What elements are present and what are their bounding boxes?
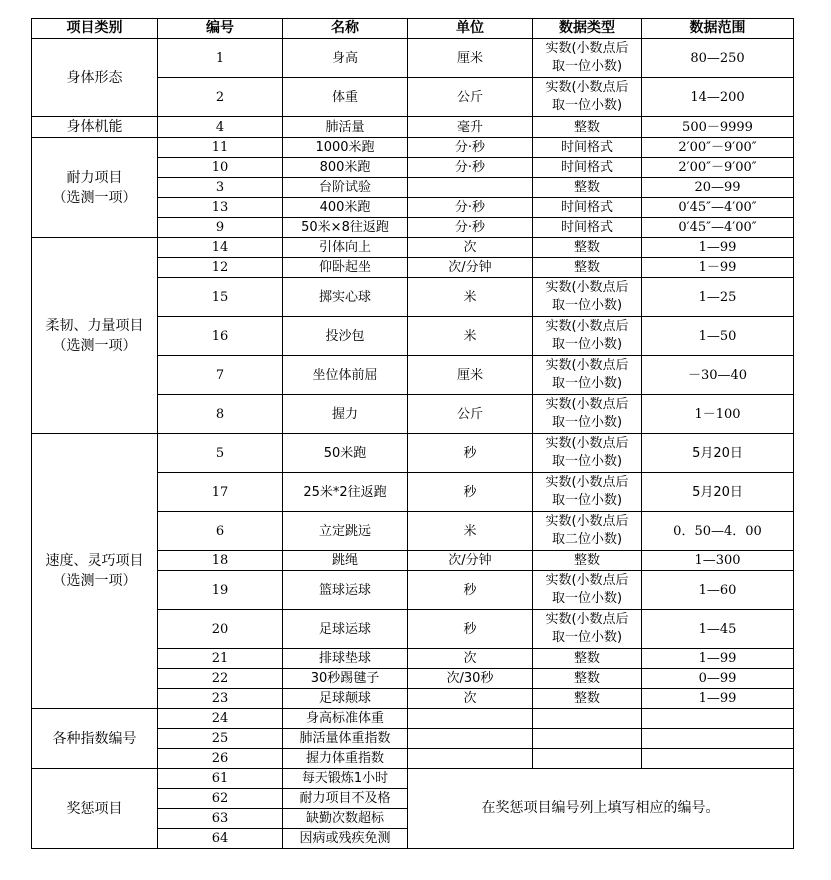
cell-number: 11 [158,138,283,158]
cell-number: 17 [158,473,283,512]
cell-data-range: 2′00″－9′00″ [642,138,794,158]
cell-unit: 秒 [408,571,533,610]
cell-data-range: 1－99 [642,258,794,278]
table-row [32,769,794,789]
cell-name: 50米×8往返跑 [283,218,408,238]
cell-number: 8 [158,395,283,434]
cell-data-type: 实数(小数点后 取一位小数) [533,356,642,395]
cell-number: 62 [158,789,283,809]
cell-data-type: 实数(小数点后 取一位小数) [533,395,642,434]
cell-number: 25 [158,729,283,749]
cell-data-type: 时间格式 [533,218,642,238]
cell-data-range: 80—250 [642,39,794,78]
header-number: 编号 [158,19,283,39]
cell-number: 26 [158,749,283,769]
cell-data-type: 整数 [533,551,642,571]
cell-name: 1000米跑 [283,138,408,158]
cell-unit [408,749,533,769]
cell-data-range: 2′00″－9′00″ [642,158,794,178]
cell-number: 61 [158,769,283,789]
header-unit: 单位 [408,19,533,39]
cell-number: 9 [158,218,283,238]
cell-name: 掷实心球 [283,278,408,317]
cell-unit: 分·秒 [408,198,533,218]
cell-data-type: 整数 [533,117,642,138]
cell-name: 握力体重指数 [283,749,408,769]
cell-data-type: 实数(小数点后 取一位小数) [533,78,642,117]
cell-unit: 次 [408,689,533,709]
cell-data-range [642,709,794,729]
cell-data-range: 1—45 [642,610,794,649]
category-body-function: 身体机能 [32,117,158,138]
table-row [32,138,794,158]
cell-data-range: 0．50—4．00 [642,512,794,551]
cell-unit: 毫升 [408,117,533,138]
cell-name: 30秒踢毽子 [283,669,408,689]
cell-number: 7 [158,356,283,395]
cell-name: 引体向上 [283,238,408,258]
cell-data-type: 实数(小数点后 取一位小数) [533,317,642,356]
cell-unit: 分·秒 [408,158,533,178]
cell-number: 2 [158,78,283,117]
table-row [32,238,794,258]
cell-data-range: 1—99 [642,649,794,669]
cell-data-type: 时间格式 [533,158,642,178]
cell-data-type: 整数 [533,669,642,689]
cell-unit: 次/30秒 [408,669,533,689]
header-category: 项目类别 [32,19,158,39]
cell-number: 4 [158,117,283,138]
cell-data-type: 实数(小数点后 取一位小数) [533,434,642,473]
cell-data-type: 实数(小数点后 取一位小数) [533,278,642,317]
cell-name: 体重 [283,78,408,117]
cell-data-range: －30—40 [642,356,794,395]
cell-name: 400米跑 [283,198,408,218]
cell-number: 14 [158,238,283,258]
cell-name: 台阶试验 [283,178,408,198]
table-row [32,434,794,473]
cell-name: 投沙包 [283,317,408,356]
cell-data-type: 实数(小数点后 取一位小数) [533,571,642,610]
cell-name: 肺活量 [283,117,408,138]
cell-name: 排球垫球 [283,649,408,669]
cell-name: 800米跑 [283,158,408,178]
cell-name: 身高标准体重 [283,709,408,729]
cell-unit: 米 [408,317,533,356]
cell-name: 25米*2往返跑 [283,473,408,512]
cell-unit: 公斤 [408,78,533,117]
cell-data-range: 0′45″—4′00″ [642,198,794,218]
cell-number: 19 [158,571,283,610]
cell-unit: 秒 [408,473,533,512]
cell-data-type [533,709,642,729]
category-indices: 各种指数编号 [32,709,158,769]
reward-note: 在奖惩项目编号列上填写相应的编号。 [408,769,794,849]
cell-data-range: 500－9999 [642,117,794,138]
cell-unit: 分·秒 [408,218,533,238]
cell-unit [408,729,533,749]
table-row [32,117,794,138]
cell-data-range: 1—300 [642,551,794,571]
category-endurance: 耐力项目 （选测一项） [32,138,158,238]
cell-number: 12 [158,258,283,278]
cell-name: 肺活量体重指数 [283,729,408,749]
cell-data-type: 整数 [533,649,642,669]
cell-name: 耐力项目不及格 [283,789,408,809]
cell-unit [408,178,533,198]
category-rewards: 奖惩项目 [32,769,158,849]
cell-number: 24 [158,709,283,729]
cell-unit: 厘米 [408,356,533,395]
cell-number: 63 [158,809,283,829]
cell-data-range: 1－100 [642,395,794,434]
table-row [32,39,794,78]
cell-number: 16 [158,317,283,356]
category-body-form: 身体形态 [32,39,158,117]
cell-data-type: 实数(小数点后 取一位小数) [533,610,642,649]
cell-data-range: 14—200 [642,78,794,117]
category-flex-strength: 柔韧、力量项目 （选测一项） [32,238,158,434]
cell-unit: 分·秒 [408,138,533,158]
cell-name: 足球运球 [283,610,408,649]
cell-data-range: 1—25 [642,278,794,317]
cell-data-range: 20—99 [642,178,794,198]
cell-name: 足球颠球 [283,689,408,709]
cell-name: 50米跑 [283,434,408,473]
cell-name: 仰卧起坐 [283,258,408,278]
cell-unit: 次/分钟 [408,258,533,278]
cell-data-range: 5月20日 [642,473,794,512]
cell-data-range [642,749,794,769]
cell-name: 每天锻炼1小时 [283,769,408,789]
cell-data-type [533,729,642,749]
cell-data-type: 整数 [533,238,642,258]
cell-number: 15 [158,278,283,317]
cell-number: 6 [158,512,283,551]
cell-unit: 米 [408,278,533,317]
cell-name: 篮球运球 [283,571,408,610]
cell-data-type: 时间格式 [533,138,642,158]
cell-data-type: 时间格式 [533,198,642,218]
header-row [32,19,794,39]
data-spec-table [31,18,794,849]
header-name: 名称 [283,19,408,39]
cell-data-type [533,749,642,769]
cell-data-range: 1—60 [642,571,794,610]
cell-data-range [642,729,794,749]
cell-data-range: 1—99 [642,689,794,709]
cell-number: 1 [158,39,283,78]
header-data-range: 数据范围 [642,19,794,39]
cell-name: 坐位体前屈 [283,356,408,395]
cell-number: 23 [158,689,283,709]
cell-number: 21 [158,649,283,669]
cell-unit: 厘米 [408,39,533,78]
cell-name: 跳绳 [283,551,408,571]
cell-unit [408,709,533,729]
cell-number: 13 [158,198,283,218]
cell-name: 因病或残疾免测 [283,829,408,849]
cell-number: 64 [158,829,283,849]
cell-unit: 秒 [408,610,533,649]
cell-name: 身高 [283,39,408,78]
cell-number: 18 [158,551,283,571]
table-row [32,709,794,729]
header-data-type: 数据类型 [533,19,642,39]
cell-unit: 米 [408,512,533,551]
cell-data-range: 1—50 [642,317,794,356]
cell-number: 3 [158,178,283,198]
cell-unit: 次 [408,649,533,669]
cell-data-type: 整数 [533,689,642,709]
cell-data-type: 实数(小数点后 取一位小数) [533,473,642,512]
cell-number: 5 [158,434,283,473]
cell-unit: 公斤 [408,395,533,434]
cell-data-range: 0′45″—4′00″ [642,218,794,238]
cell-name: 立定跳远 [283,512,408,551]
cell-data-type: 实数(小数点后 取二位小数) [533,512,642,551]
cell-unit: 秒 [408,434,533,473]
cell-unit: 次/分钟 [408,551,533,571]
cell-number: 10 [158,158,283,178]
cell-name: 缺勤次数超标 [283,809,408,829]
cell-data-range: 0—99 [642,669,794,689]
cell-data-range: 5月20日 [642,434,794,473]
cell-data-type: 实数(小数点后 取一位小数) [533,39,642,78]
cell-data-range: 1—99 [642,238,794,258]
cell-data-type: 整数 [533,178,642,198]
cell-name: 握力 [283,395,408,434]
cell-number: 20 [158,610,283,649]
cell-number: 22 [158,669,283,689]
cell-data-type: 整数 [533,258,642,278]
category-speed-agility: 速度、灵巧项目 （选测一项） [32,434,158,709]
cell-unit: 次 [408,238,533,258]
